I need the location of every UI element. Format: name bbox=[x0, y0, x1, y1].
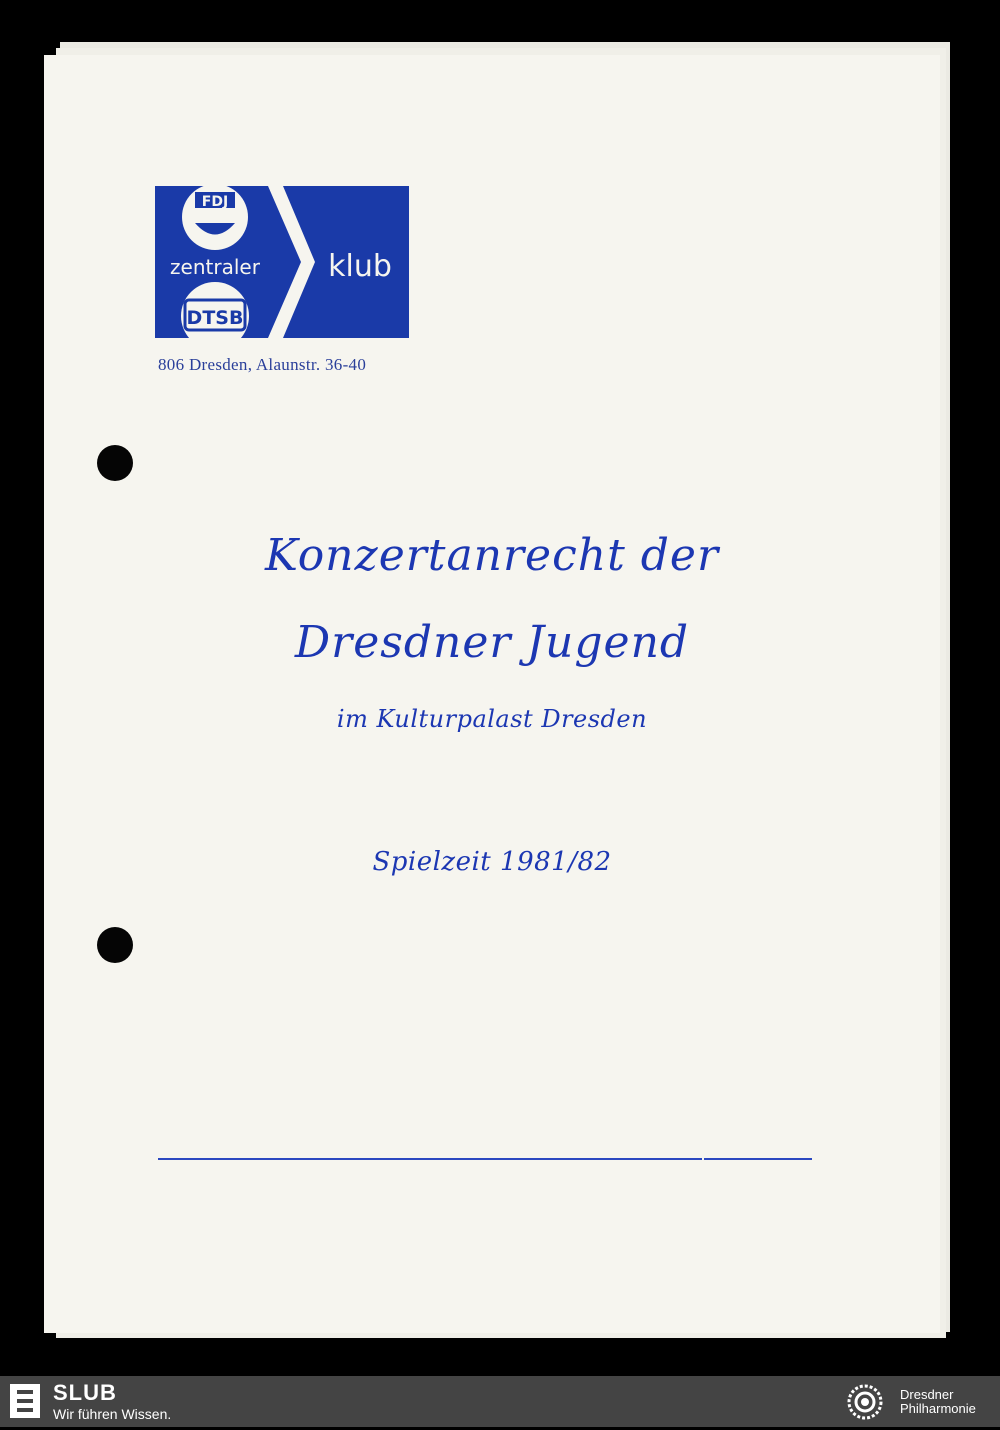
club-address: 806 Dresden, Alaunstr. 36-40 bbox=[158, 355, 367, 374]
divider-line-left bbox=[158, 1158, 702, 1160]
partner-name-line-1: Dresdner bbox=[900, 1387, 954, 1402]
title-subtitle: im Kulturpalast Dresden bbox=[336, 705, 648, 733]
library-tagline: Wir führen Wissen. bbox=[53, 1406, 172, 1422]
partner-name-line-2: Philharmonie bbox=[900, 1401, 976, 1416]
library-name: SLUB bbox=[53, 1380, 117, 1405]
club-logo bbox=[155, 186, 409, 338]
slub-logo-icon bbox=[10, 1384, 40, 1418]
punch-hole-bottom bbox=[97, 927, 133, 963]
logo-word-zentraler: zentraler bbox=[170, 255, 260, 279]
philharmonie-logo-icon bbox=[842, 1379, 888, 1425]
footer-bar bbox=[0, 1376, 1000, 1427]
dtsb-badge-text: DTSB bbox=[186, 307, 244, 329]
fdj-badge-text: FDJ bbox=[201, 194, 229, 210]
partner-name bbox=[900, 1388, 976, 1416]
document-page bbox=[44, 55, 940, 1333]
logo-word-klub: klub bbox=[328, 249, 392, 284]
title-line-1: Konzertanrecht der bbox=[265, 530, 719, 581]
season-label: Spielzeit 1981/82 bbox=[372, 847, 612, 877]
divider-line-right bbox=[704, 1158, 812, 1160]
title-line-2: Dresdner Jugend bbox=[294, 617, 690, 668]
punch-hole-top bbox=[97, 445, 133, 481]
